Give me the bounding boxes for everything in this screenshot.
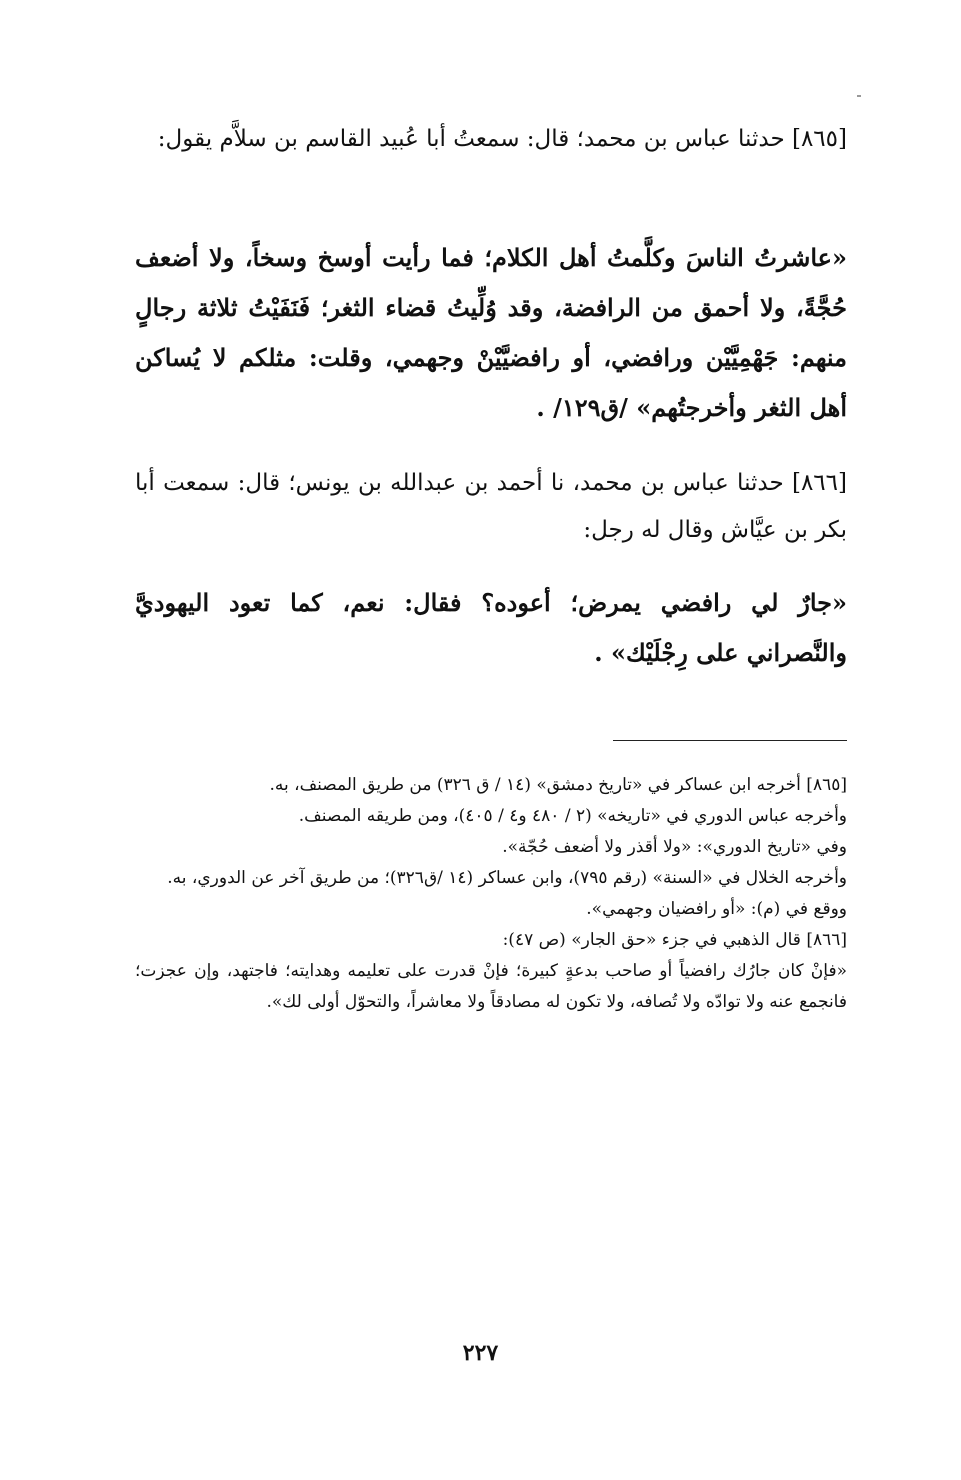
footnote-line: وأخرجه الخلال في «السنة» (رقم ٧٩٥)، وابن عساكر (١٤ /ق٣٢٦)؛ من طريق آخر عن الدوري، به. xyxy=(167,868,847,888)
entry-865-intro: [٨٦٥] حدثنا عباس بن محمد؛ قال: سمعتُ أبا عُبيد القاسم بن سلاَّم يقول: xyxy=(157,126,847,152)
page-number: ٢٢٧ xyxy=(462,1340,499,1366)
footnote-line: وفي «تاريخ الدوري»: «ولا أقذر ولا أضعف حُجّة». xyxy=(502,837,847,857)
entry-865-quote-block xyxy=(135,233,847,433)
entry-865-quote: «عاشرتُ الناسَ وكلَّمتُ أهل الكلام؛ فما رأيت أوسخ وسخاً، ولا أضعف حُجَّةً، ولا أحمق من الرافضة، وقد وُلِّيتُ قضاء الثغر؛ فَنَفَيْتُ ثلاثة رجالٍ منهم: جَهْمِيَّيْن ورافضي، أو رافضيَّيْنْ وجهمي، وقلت: مثلكم لا يُساكن أهل الثغر وأخرجتُهم» /ق١٢٩/ . xyxy=(135,243,848,422)
footnotes xyxy=(135,770,847,1018)
footnote-line: ووقع في (م): «أو رافضيان وجهمي». xyxy=(586,899,847,919)
footnote-line: وأخرجه عباس الدوري في «تاريخه» (٢ / ٤٨٠ و٤ / ٤٠٥)، ومن طريقه المصنف. xyxy=(298,806,847,826)
footnote-separator xyxy=(613,740,847,741)
footnote-line: [٨٦٦] قال الذهبي في جزء «حق الجار» (ص ٤٧): xyxy=(502,930,847,950)
footnote-line: [٨٦٥] أخرجه ابن عساكر في «تاريخ دمشق» (١٤ / ق ٣٢٦) من طريق المصنف، به. xyxy=(269,775,847,795)
entry-866-intro-block xyxy=(135,460,847,554)
entry-865-intro-block xyxy=(135,116,847,163)
footnote-line: «فإنْ كان جارُك رافضياً أو صاحب بدعةٍ كبيرة؛ فإنْ قدرت على تعليمه وهدايته؛ فاجتهد، وإن عجزت؛ فانجمع عنه ولا توادّه ولا تُصافه، ولا تكون له مصادقاً ولا معاشراً، والتحوّل أولى لك». xyxy=(135,961,847,1012)
scan-mark xyxy=(857,95,861,97)
entry-866-quote: «جارٌ لي رافضي يمرض؛ أعوده؟ فقال: نعم، كما تعود اليهوديَّ والنَّصراني على رِجْلَيْك» . xyxy=(135,588,847,667)
entry-866-intro: [٨٦٦] حدثنا عباس بن محمد، نا أحمد بن عبدالله بن يونس؛ قال: سمعت أبا بكر بن عيَّاش وقال له رجل: xyxy=(135,470,847,543)
entry-866-quote-block xyxy=(135,578,847,678)
